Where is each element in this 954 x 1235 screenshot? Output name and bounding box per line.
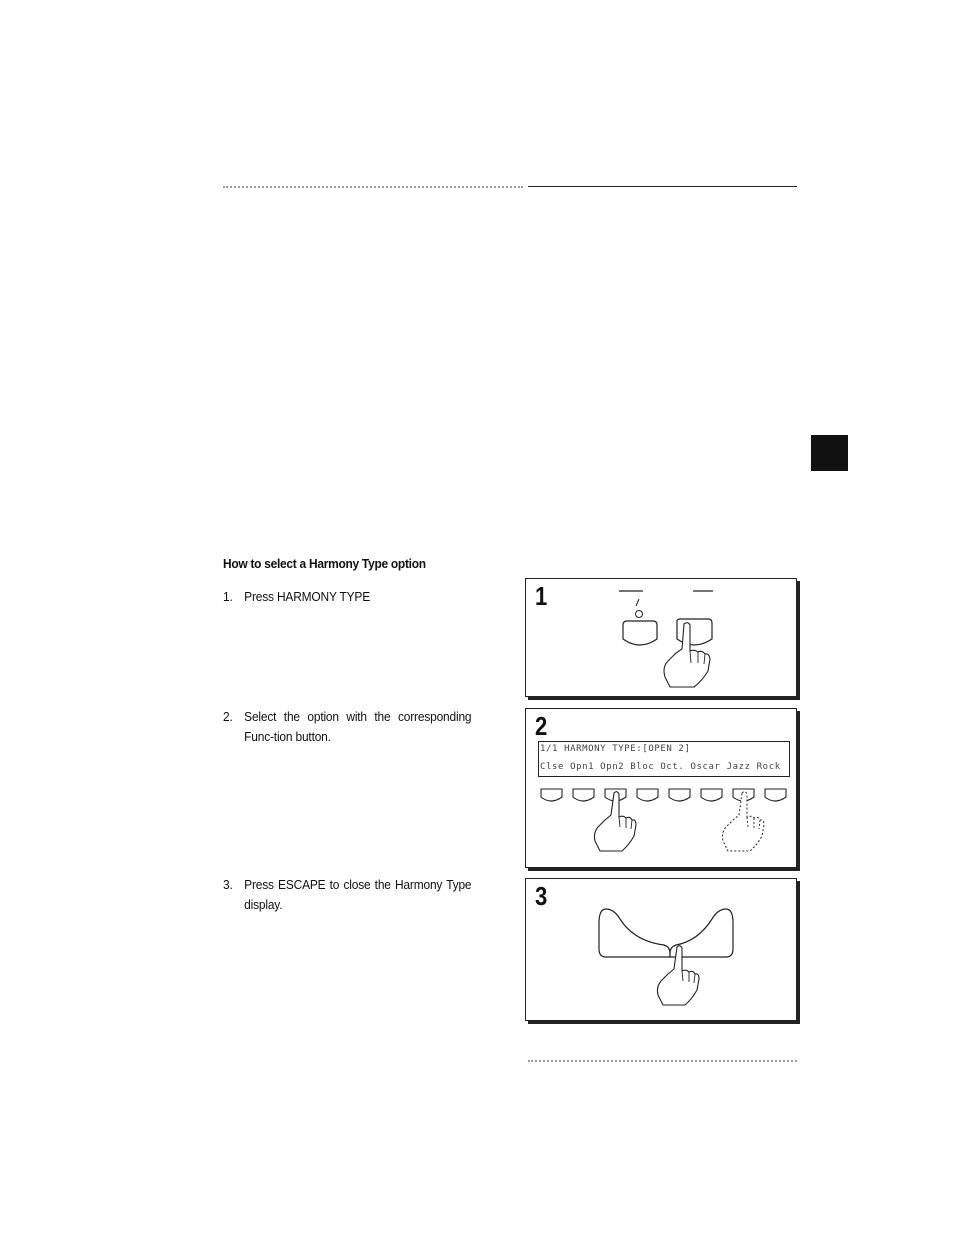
step-2 bbox=[223, 707, 471, 747]
lcd-line-2: Clse Opn1 Opn2 Bloc Oct. Oscar Jazz Rock bbox=[540, 762, 781, 772]
harmony-button-illustration bbox=[526, 579, 796, 696]
function-button-4 bbox=[637, 789, 658, 801]
chapter-tab-marker bbox=[811, 435, 848, 471]
pressing-hand-icon bbox=[594, 792, 636, 851]
left-escape-button bbox=[599, 909, 670, 957]
lcd-line-1: 1/1 HARMONY TYPE:[OPEN 2] bbox=[540, 744, 691, 754]
illustration-panel-2 bbox=[525, 708, 797, 868]
panel-number: 2 bbox=[535, 711, 548, 741]
step-text: Select the option with the corresponding Func-tion button. bbox=[244, 709, 472, 744]
step-number: 2. bbox=[223, 709, 233, 724]
step-1 bbox=[223, 587, 471, 607]
function-button-5 bbox=[669, 789, 690, 801]
function-button-1 bbox=[541, 789, 562, 801]
header-dotted-rule bbox=[223, 186, 523, 188]
section-heading: How to select a Harmony Type option bbox=[223, 556, 426, 571]
step-3 bbox=[223, 875, 471, 915]
step-number: 3. bbox=[223, 877, 233, 892]
left-panel-button bbox=[623, 621, 657, 645]
function-button-2 bbox=[573, 789, 594, 801]
function-buttons-illustration bbox=[526, 709, 796, 867]
step-number: 1. bbox=[223, 589, 233, 604]
panel-number: 3 bbox=[535, 881, 548, 911]
step-text: Press ESCAPE to close the Harmony Type display. bbox=[244, 877, 472, 912]
pressing-hand-dashed-icon bbox=[722, 792, 764, 851]
footer-dotted-rule bbox=[528, 1060, 797, 1062]
illustration-panel-3 bbox=[525, 878, 797, 1021]
panel-number: 1 bbox=[535, 581, 548, 611]
illustration-panel-1 bbox=[525, 578, 797, 697]
header-solid-rule bbox=[528, 186, 797, 187]
escape-button-illustration bbox=[526, 879, 796, 1020]
function-button-6 bbox=[701, 789, 722, 801]
function-button-8 bbox=[765, 789, 786, 801]
step-text: Press HARMONY TYPE bbox=[244, 589, 371, 604]
